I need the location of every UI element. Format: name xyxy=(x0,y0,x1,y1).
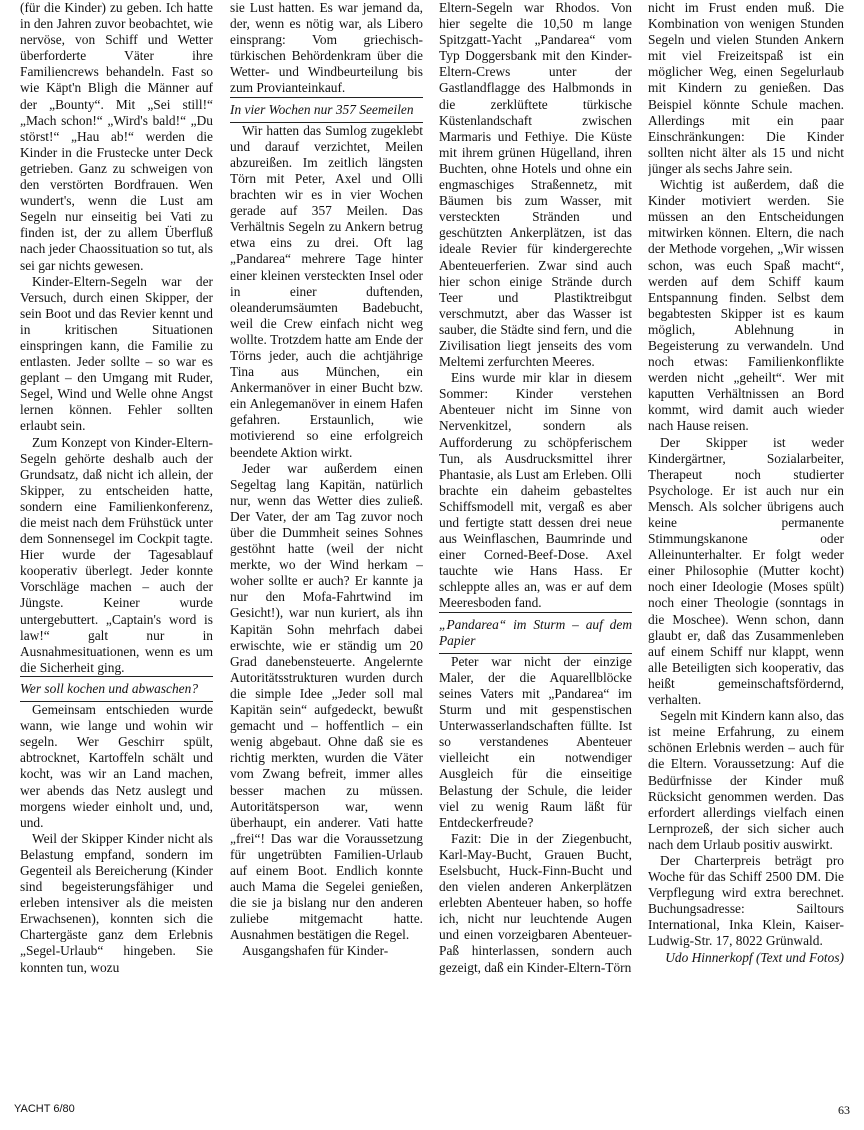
body-paragraph: Peter war nicht der einzige Maler, der die Aquarellblöcke seines Vaters mit „Pandarea“ im Sturm und mit gespenstischen Unterwasserlandschaften füllte. Ist so verstandenes Abenteuer vielleicht ein notwendiger Ausgleich für die einseitige Belastung der Schule, die leider viel zu wenig Raum läßt für Entdeckerfreude? xyxy=(439,653,632,830)
body-paragraph: Zum Konzept von Kinder-Eltern-Segeln gehörte deshalb auch der Grundsatz, daß nicht ich allein, der Skipper, zu entscheiden hatte, sondern eine Familienkonferenz, die meist nach dem Frühstück unter dem Sonnensegel im Cockpit tagte. Hier wurde der Tagesablauf kooperativ überlegt. Jeder konnte Vorschläge machen – auch der Jüngste. Keiner wurde untergebuttert. „Captain's word is law!“ galt nur in Ausnahmesituationen, wenn es um die Sicherheit ging. xyxy=(20,434,213,675)
body-paragraph: sie Lust hatten. Es war jemand da, der, wenn es nötig war, als Libero einsprang: Vom griechisch-türkischen Behördenkram über die Wetter- und Windbeurteilung bis zum Provianteinkauf. xyxy=(230,0,423,96)
body-paragraph: Der Charterpreis beträgt pro Woche für das Schiff 2500 DM. Die Verpflegung wird extra berechnet. Buchungsadresse: Sailtours International, Inka Klein, Kaiser-Ludwig-Str. 17, 8022 Grünwald. xyxy=(648,852,844,949)
body-paragraph: nicht im Frust enden muß. Die Kombination von wenigen Stunden Segeln und vielen Stunden Ankern mit viel Freizeitspaß ist ein möglicher Weg, einen Segelurlaub mit Kindern zu genießen. Das Beispiel könnte Schule machen. Allerdings mit ein paar Einschränkungen: Die Kinder sollten nicht älter als 15 und nicht jünger als sechs Jahre sein. xyxy=(648,0,844,176)
column-1 xyxy=(20,0,213,1098)
column-2 xyxy=(230,0,423,1098)
body-paragraph: Wir hatten das Sumlog zugeklebt und darauf verzichtet, Meilen abzureißen. Im zeitlich längsten Törn mit Peter, Axel und Olli brachten wir es in vier Wochen gerade auf 357 Meilen. Das Verhältnis Segeln zu Ankern betrug etwa eins zu drei. Oft lag „Pandarea“ mehrere Tage hinter einer kleinen versteckten Insel oder in einer duftenden, oleanderumsäumten Badebucht, weil die Crew einfach nicht weg wollte. Trotzdem hatte am Ende der Törns jeder, auch die achtjährige Tina aus München, ein Ankermanöver in einer Bucht bzw. ein Anlegemanöver in einem Hafen gefahren. Erstaunlich, wie motivierend so eine erfolgreich beendete Aktion wirkt. xyxy=(230,122,423,460)
column-3 xyxy=(439,0,632,1098)
section-heading: Wer soll kochen und abwaschen? xyxy=(20,676,213,702)
body-paragraph: Weil der Skipper Kinder nicht als Belastung empfand, sondern im Gegenteil als Bereicherung (Kinder sind begeisterungsfähiger und erleben intensiver als die meisten Erwachsenen), konnten sich die Chartergäste ganz dem Erlebnis „Segel-Urlaub“ hingeben. Sie konnten tun, wozu xyxy=(20,830,213,975)
body-paragraph: Eltern-Segeln war Rhodos. Von hier segelte die 10,50 m lange Spitzgatt-Yacht „Pandarea“ vom Typ Doggersbank mit den Kinder-Eltern-Crews unter der Gastlandflagge des Halbmonds in die zerklüftete türkische Küstenlandschaft zwischen Marmaris und Fethiye. Die Küste mit ihrem grünen Hügelland, ihren Buchten, ohne Hotels und ohne ein engmaschiges Straßennetz, mit Bäumen bis zum Wasser, mit versteckten Stränden und geschützten Ankerplätzen, ist das ideale Revier für kindergerechte Abenteuerferien. Zwar sind auch hier schon einige Strände durch Teer und Plastiktreibgut verschmutzt, aber das Wasser ist sauber, die Städte sind fern, und die Zivilisation liegt jenseits des vom Meltemi zerfurchten Meeres. xyxy=(439,0,632,370)
body-paragraph: Der Skipper ist weder Kindergärtner, Sozialarbeiter, Therapeut noch studierter Psychologe. Er ist auch nur ein Mensch. Als solcher übrigens auch keine permanente Stimmungskanone oder Alleinunterhalter. Er folgt weder einer Philosophie (Mutter kocht) noch einer Ideologie (Moses spült) noch einer Theologie (sonntags in die Moschee). Wenn schon, dann glaubt er, daß das Zusammenleben auf einem Schiff nur klappt, wenn alle Beteiligten sich kooperativ, das heißt gemeinschaftsfördernd, verhalten. xyxy=(648,434,844,708)
body-paragraph: Ausgangshafen für Kinder- xyxy=(242,943,389,959)
body-paragraph: Eins wurde mir klar in diesem Sommer: Kinder verstehen Abenteuer nicht im Sinne von Nervenkitzel, sondern als Aufforderung zu schöpferischem Tun, als Ausdrucksmittel ihrer Phantasie, als Lust am Erleben. Olli brachte ein daheim gebasteltes Schiffsmodell mit, vergaß es aber und fertigte statt dessen drei neue aus Weinflaschen, Baumrinde und einer Corned-Beef-Dose. Axel tauchte wie Hans Hass. Er schleppte alles an, was er auf dem Meeresboden fand. xyxy=(439,370,632,611)
page-footer xyxy=(14,1103,850,1123)
body-paragraph: Fazit: Die in der Ziegenbucht, Karl-May-Bucht, Grauen Bucht, Eselsbucht, Huck-Finn-Bucht und den vielen anderen Ankerplätzen erlebten Abenteuer haben, so hoffe ich, nicht nur leuchtende Augen und einen vorzeigbaren Abenteuer-Paß hinterlassen, sondern auch gezeigt, daß ein Kinder-Eltern-Törn xyxy=(439,830,632,975)
body-paragraph: Gemeinsam entschieden wurde wann, wie lange und wohin wir segeln. Wer Geschirr spült, abtrocknet, Kartoffeln schält und kocht, was wir an Land machen, wer abends das Netz auslegt und morgens wieder einholt und, und, und. xyxy=(20,702,213,830)
section-heading: „Pandarea“ im Sturm – auf dem Papier xyxy=(439,612,632,654)
body-paragraph: Wichtig ist außerdem, daß die Kinder motiviert werden. Sie müssen an den Entscheidungen mitwirken können. Eltern, die nach der Methode vorgehen, „Wir wissen schon, was euch Spaß macht“, werden auf dem Schiff kaum Entspannung finden. Selbst dem begabtesten Skipper ist es kaum möglich, Ablehnung in Begeisterung zu verwandeln. Und noch etwas: Familienkonflikte werden nicht „geheilt“. Wer mit kaputten Verhältnissen an Bord kommt, wird damit auch wieder nach Hause reisen. xyxy=(648,177,844,434)
body-paragraph: Segeln mit Kindern kann also, das ist meine Erfahrung, zu einem schönen Erlebnis werden – auch für die Eltern. Voraussetzung: Auf die Bedürfnisse der Kinder muß Rücksicht genommen werden. Das erfordert allerdings vielfach einen Lernprozeß, der sich sicher auch nach dem Urlaub positiv auswirkt. xyxy=(648,708,844,852)
section-heading: In vier Wochen nur 357 Seemeilen xyxy=(230,97,423,123)
column-4 xyxy=(648,0,844,1098)
body-paragraph: (für die Kinder) zu geben. Ich hatte in den Jahren zuvor beobachtet, wie nervöse, von Schiff und Wetter überforderte Väter ihre Familiencrews behandeln. Fast so wie Käpt'n Bligh die Männer auf der „Bounty“. Mit „Sei still!“ „Mach schon!“ „Wird's bald!“ „Du störst!“ „Hau ab!“ werden die Kinder in die Frustecke unter Deck getrieben. Ganz zu schweigen von den verstörten Bordfrauen. Wen wundert's, wenn die Lust am Segeln nur einseitig bei Vati zu finden ist, der zu allem Überfluß nach jeder Chaossituation so tut, als sei gar nichts gewesen. xyxy=(20,0,213,273)
issue-label: YACHT 6/80 xyxy=(14,1103,75,1115)
body-paragraph: Kinder-Eltern-Segeln war der Versuch, durch einen Skipper, der sein Boot und das Revier kennt und in kritischen Situationen einspringen kann, die Familie zu entlasten. Jeder sollte – so war es geplant – den Umgang mit Ruder, Segel, Wind und Welle ohne Angst lernen können. Fehler sollten erlaubt sein. xyxy=(20,273,213,434)
author-credit: Udo Hinnerkopf (Text und Fotos) xyxy=(665,949,844,965)
page-number: 63 xyxy=(838,1103,850,1117)
body-paragraph: Jeder war außerdem einen Segeltag lang Kapitän, natürlich nur, wenn das Wetter dies zuließ. Der Vater, der am Tag zuvor noch über die Dummheit seines Sohnes gestöhnt hatte (weil der nicht merkte, wo der Wind herkam – woher sollte er auch? Er kannte ja nur den Mofa-Fahrtwind im Gesicht!), war nun kuriert, als ihn Kapitän Sohn mehrfach dabei erwischte, wie er ständig um 20 Grad danebensteuerte. Angelernte Autoritätsstrukturen wurden durch die simple Idee „Jeder soll mal Kapitän sein“ aufgedeckt, bewußt gemacht und – hoffentlich – ein wenig abgebaut. Ohne daß sie es richtig merkten, wurden die Väter vom Zwang befreit, immer alles besser machen zu müssen. Autoritätsperson war, wenn überhaupt, ein anderer. Vati hatte „frei“! Das war die Voraussetzung für ungetrübten Familien-Urlaub auf einem Boot. Endlich konnte auch Mama die Segelei genießen, die sie ja bislang nur den anderen zuliebe mitgemacht hatte. Ausnahmen bestätigen die Regel. xyxy=(230,460,423,943)
